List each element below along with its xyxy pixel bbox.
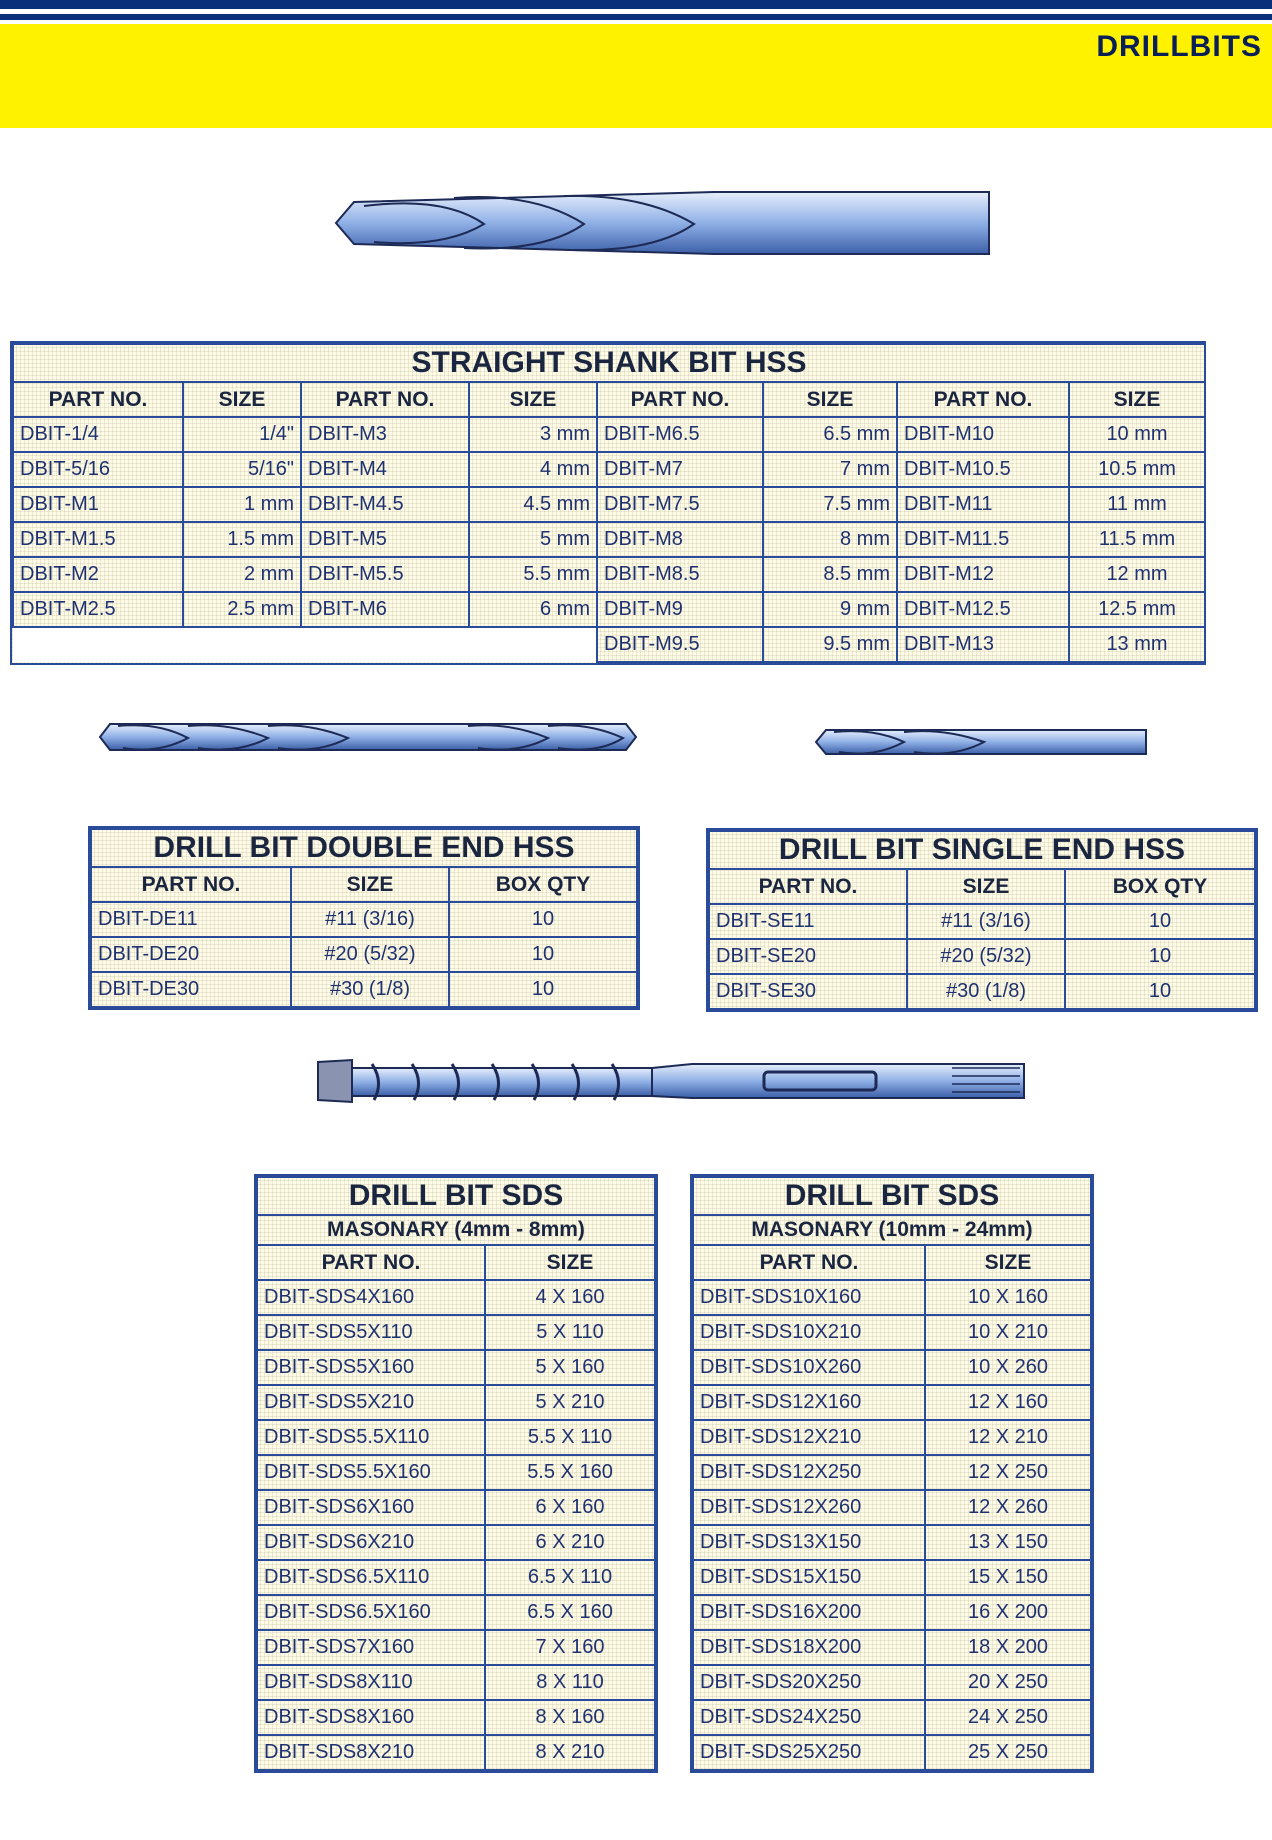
size: 9 mm — [763, 592, 897, 627]
size: 8 X 210 — [485, 1735, 655, 1770]
double-end-bit-image — [98, 716, 638, 758]
size: 11.5 mm — [1069, 522, 1205, 557]
part-no: DBIT-M6.5 — [597, 417, 763, 452]
table-row — [693, 1385, 1091, 1420]
part-no: DBIT-M7.5 — [597, 487, 763, 522]
column-header: PART NO. — [693, 1245, 925, 1280]
size: 6.5 X 160 — [485, 1595, 655, 1630]
table-row — [257, 1455, 655, 1490]
table-row — [709, 974, 1255, 1009]
part-no: DBIT-SDS8X160 — [257, 1700, 485, 1735]
size: 25 X 250 — [925, 1735, 1091, 1770]
size: 10 X 210 — [925, 1315, 1091, 1350]
part-no: DBIT-M12 — [897, 557, 1069, 592]
size: 12.5 mm — [1069, 592, 1205, 627]
size: 1.5 mm — [183, 522, 301, 557]
table-row — [257, 1280, 655, 1315]
part-no: DBIT-SDS6X210 — [257, 1525, 485, 1560]
size: 13 X 150 — [925, 1525, 1091, 1560]
part-no: DBIT-SDS6X160 — [257, 1490, 485, 1525]
size: 18 X 200 — [925, 1630, 1091, 1665]
part-no: DBIT-M4 — [301, 452, 469, 487]
column-header: PART NO. — [91, 867, 291, 902]
part-no: DBIT-SDS15X150 — [693, 1560, 925, 1595]
part-no: DBIT-DE20 — [91, 937, 291, 972]
part-no: DBIT-SDS24X250 — [693, 1700, 925, 1735]
part-no: DBIT-1/4 — [13, 417, 183, 452]
table-row — [693, 1525, 1091, 1560]
size: 8.5 mm — [763, 557, 897, 592]
table-row — [693, 1280, 1091, 1315]
part-no: DBIT-SDS13X150 — [693, 1525, 925, 1560]
size: 5 X 110 — [485, 1315, 655, 1350]
box-qty: 10 — [449, 937, 637, 972]
part-no: DBIT-SDS12X160 — [693, 1385, 925, 1420]
table-row — [91, 972, 637, 1007]
table-row — [693, 1700, 1091, 1735]
box-qty: 10 — [449, 972, 637, 1007]
table-row — [693, 1630, 1091, 1665]
table-row — [257, 1350, 655, 1385]
size: 1/4" — [183, 417, 301, 452]
part-no: DBIT-SDS25X250 — [693, 1735, 925, 1770]
size: 5 X 210 — [485, 1385, 655, 1420]
size: 5 X 160 — [485, 1350, 655, 1385]
header-stripe — [0, 0, 1272, 9]
table-row — [257, 1420, 655, 1455]
table-title: STRAIGHT SHANK BIT HSS — [13, 344, 1205, 382]
size: 4.5 mm — [469, 487, 597, 522]
column-header: PART NO. — [301, 382, 469, 417]
part-no: DBIT-SE20 — [709, 939, 907, 974]
box-qty: 10 — [1065, 974, 1255, 1009]
table-row — [693, 1490, 1091, 1525]
size: 10 X 160 — [925, 1280, 1091, 1315]
part-no: DBIT-SDS5X160 — [257, 1350, 485, 1385]
table-row — [693, 1665, 1091, 1700]
size: 5/16" — [183, 452, 301, 487]
part-no: DBIT-M13 — [897, 627, 1069, 662]
size: 2.5 mm — [183, 592, 301, 627]
table-row — [257, 1665, 655, 1700]
size: 11 mm — [1069, 487, 1205, 522]
table-row — [693, 1595, 1091, 1630]
table-row — [13, 487, 1205, 522]
size: 7.5 mm — [763, 487, 897, 522]
table-row — [693, 1420, 1091, 1455]
table-row — [13, 592, 1205, 627]
part-no: DBIT-SDS8X210 — [257, 1735, 485, 1770]
part-no: DBIT-M6 — [301, 592, 469, 627]
part-no: DBIT-SDS5.5X110 — [257, 1420, 485, 1455]
table-row — [693, 1560, 1091, 1595]
part-no: DBIT-SDS10X160 — [693, 1280, 925, 1315]
part-no: DBIT-SDS16X200 — [693, 1595, 925, 1630]
size: 6.5 mm — [763, 417, 897, 452]
part-no: DBIT-M3 — [301, 417, 469, 452]
size: 12 X 260 — [925, 1490, 1091, 1525]
column-header: PART NO. — [257, 1245, 485, 1280]
size: 12 X 160 — [925, 1385, 1091, 1420]
part-no: DBIT-M1 — [13, 487, 183, 522]
header-yellow-band — [0, 24, 1272, 128]
part-no: DBIT-SDS8X110 — [257, 1665, 485, 1700]
single-end-table — [706, 828, 1258, 1012]
size: 6 mm — [469, 592, 597, 627]
column-header: PART NO. — [13, 382, 183, 417]
table-row — [13, 522, 1205, 557]
column-header: SIZE — [763, 382, 897, 417]
part-no: DBIT-SDS18X200 — [693, 1630, 925, 1665]
size: 6 X 210 — [485, 1525, 655, 1560]
part-no: DBIT-SDS12X250 — [693, 1455, 925, 1490]
header-band — [0, 0, 1272, 128]
size: #11 (3/16) — [291, 902, 449, 937]
straight-shank-table — [10, 341, 1206, 665]
size: #30 (1/8) — [291, 972, 449, 1007]
part-no: DBIT-M5.5 — [301, 557, 469, 592]
box-qty: 10 — [1065, 939, 1255, 974]
size: 5 mm — [469, 522, 597, 557]
size: 12 mm — [1069, 557, 1205, 592]
table-row — [13, 452, 1205, 487]
table-row — [91, 937, 637, 972]
size: 24 X 250 — [925, 1700, 1091, 1735]
part-no: DBIT-M9.5 — [597, 627, 763, 662]
part-no: DBIT-SDS12X210 — [693, 1420, 925, 1455]
column-header: SIZE — [183, 382, 301, 417]
table-row — [13, 557, 1205, 592]
table-subtitle: MASONARY (4mm - 8mm) — [257, 1215, 655, 1245]
part-no: DBIT-M10 — [897, 417, 1069, 452]
size: 12 X 250 — [925, 1455, 1091, 1490]
table-row — [693, 1735, 1091, 1770]
table-row — [257, 1490, 655, 1525]
part-no: DBIT-M5 — [301, 522, 469, 557]
size: 10 X 260 — [925, 1350, 1091, 1385]
box-qty: 10 — [1065, 904, 1255, 939]
part-no: DBIT-SDS5.5X160 — [257, 1455, 485, 1490]
part-no: DBIT-SDS6.5X110 — [257, 1560, 485, 1595]
column-header: BOX QTY — [449, 867, 637, 902]
size: 2 mm — [183, 557, 301, 592]
part-no: DBIT-SDS5X110 — [257, 1315, 485, 1350]
part-no: DBIT-SDS10X260 — [693, 1350, 925, 1385]
size: 16 X 200 — [925, 1595, 1091, 1630]
table-row — [693, 1455, 1091, 1490]
part-no: DBIT-SDS5X210 — [257, 1385, 485, 1420]
column-header: SIZE — [925, 1245, 1091, 1280]
size: 5.5 X 160 — [485, 1455, 655, 1490]
table-row — [709, 939, 1255, 974]
single-end-bit-image — [814, 722, 1148, 762]
table-row — [13, 417, 1205, 452]
table-row — [91, 902, 637, 937]
size: 15 X 150 — [925, 1560, 1091, 1595]
straight-shank-bit-image — [334, 186, 990, 260]
part-no: DBIT-M9 — [597, 592, 763, 627]
table-row — [693, 1350, 1091, 1385]
part-no: DBIT-SDS10X210 — [693, 1315, 925, 1350]
table-subtitle: MASONARY (10mm - 24mm) — [693, 1215, 1091, 1245]
table-row — [709, 904, 1255, 939]
column-header: SIZE — [291, 867, 449, 902]
column-header: BOX QTY — [1065, 869, 1255, 904]
size: 8 mm — [763, 522, 897, 557]
part-no: DBIT-M2.5 — [13, 592, 183, 627]
size: 12 X 210 — [925, 1420, 1091, 1455]
table-row — [257, 1560, 655, 1595]
size: 4 X 160 — [485, 1280, 655, 1315]
part-no: DBIT-SDS20X250 — [693, 1665, 925, 1700]
table-title: DRILL BIT SDS — [257, 1177, 655, 1215]
sds-small-table — [254, 1174, 658, 1773]
sds-large-table — [690, 1174, 1094, 1773]
part-no: DBIT-5/16 — [13, 452, 183, 487]
part-no: DBIT-M12.5 — [897, 592, 1069, 627]
part-no: DBIT-DE30 — [91, 972, 291, 1007]
column-header: SIZE — [907, 869, 1065, 904]
size: 7 mm — [763, 452, 897, 487]
part-no: DBIT-SE11 — [709, 904, 907, 939]
table-title: DRILL BIT SDS — [693, 1177, 1091, 1215]
part-no: DBIT-SE30 — [709, 974, 907, 1009]
size: 10 mm — [1069, 417, 1205, 452]
part-no: DBIT-M1.5 — [13, 522, 183, 557]
double-end-table — [88, 826, 640, 1010]
part-no: DBIT-SDS12X260 — [693, 1490, 925, 1525]
table-row — [257, 1595, 655, 1630]
part-no: DBIT-M11.5 — [897, 522, 1069, 557]
part-no: DBIT-DE11 — [91, 902, 291, 937]
size: 13 mm — [1069, 627, 1205, 662]
table-row — [693, 1315, 1091, 1350]
size: 3 mm — [469, 417, 597, 452]
part-no: DBIT-M2 — [13, 557, 183, 592]
column-header: PART NO. — [597, 382, 763, 417]
part-no: DBIT-M11 — [897, 487, 1069, 522]
empty-cell — [13, 627, 597, 662]
size: 1 mm — [183, 487, 301, 522]
size: 10.5 mm — [1069, 452, 1205, 487]
table-row — [257, 1315, 655, 1350]
part-no: DBIT-M8 — [597, 522, 763, 557]
size: 20 X 250 — [925, 1665, 1091, 1700]
size: 6.5 X 110 — [485, 1560, 655, 1595]
size: #20 (5/32) — [907, 939, 1065, 974]
table-title: DRILL BIT DOUBLE END HSS — [91, 829, 637, 867]
size: 4 mm — [469, 452, 597, 487]
part-no: DBIT-M10.5 — [897, 452, 1069, 487]
column-header: SIZE — [1069, 382, 1205, 417]
column-header: PART NO. — [709, 869, 907, 904]
size: 7 X 160 — [485, 1630, 655, 1665]
page-title: DRILLBITS — [1096, 30, 1262, 63]
table-row — [257, 1630, 655, 1665]
size: #11 (3/16) — [907, 904, 1065, 939]
table-title: DRILL BIT SINGLE END HSS — [709, 831, 1255, 869]
sds-masonry-bit-image — [312, 1056, 1028, 1106]
table-row — [13, 627, 1205, 662]
size: 8 X 110 — [485, 1665, 655, 1700]
part-no: DBIT-SDS7X160 — [257, 1630, 485, 1665]
table-row — [257, 1700, 655, 1735]
box-qty: 10 — [449, 902, 637, 937]
size: 6 X 160 — [485, 1490, 655, 1525]
column-header: SIZE — [469, 382, 597, 417]
part-no: DBIT-SDS6.5X160 — [257, 1595, 485, 1630]
size: 9.5 mm — [763, 627, 897, 662]
part-no: DBIT-SDS4X160 — [257, 1280, 485, 1315]
size: 5.5 mm — [469, 557, 597, 592]
table-row — [257, 1385, 655, 1420]
part-no: DBIT-M7 — [597, 452, 763, 487]
size: 5.5 X 110 — [485, 1420, 655, 1455]
table-row — [257, 1735, 655, 1770]
column-header: SIZE — [485, 1245, 655, 1280]
part-no: DBIT-M8.5 — [597, 557, 763, 592]
size: #30 (1/8) — [907, 974, 1065, 1009]
column-header: PART NO. — [897, 382, 1069, 417]
table-row — [257, 1525, 655, 1560]
size: 8 X 160 — [485, 1700, 655, 1735]
size: #20 (5/32) — [291, 937, 449, 972]
part-no: DBIT-M4.5 — [301, 487, 469, 522]
